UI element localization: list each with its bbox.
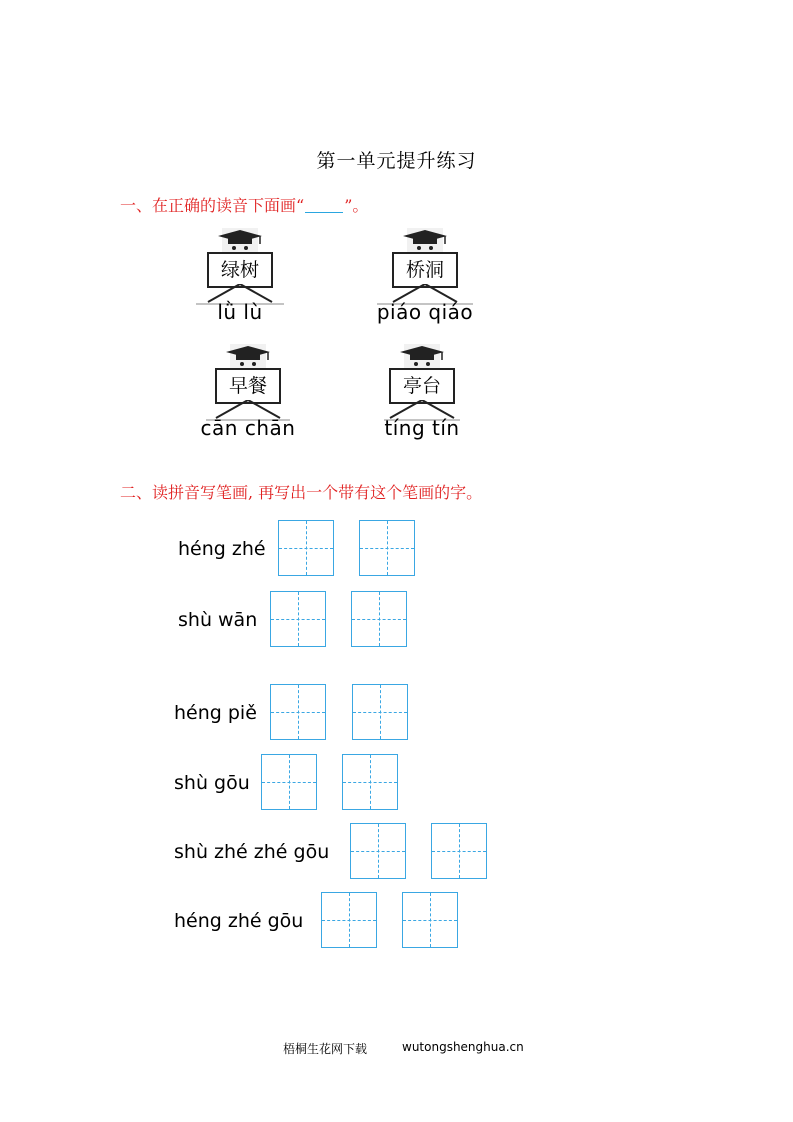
page-title: 第一单元提升练习: [316, 150, 477, 172]
question-1-prompt: [120, 193, 368, 216]
writing-grid-character[interactable]: [352, 684, 408, 740]
stroke-pinyin-label: shù wān: [178, 609, 258, 631]
question-1-prompt-before: 一、在正确的读音下面画“: [120, 196, 305, 215]
word-figure: [180, 228, 300, 328]
writing-grid-character[interactable]: [431, 823, 487, 879]
writing-grid-stroke[interactable]: [270, 591, 326, 647]
word-board: 绿树: [207, 252, 273, 288]
word-board: 早餐: [215, 368, 281, 404]
underline-sample: [305, 212, 343, 213]
word-figure: [188, 344, 308, 444]
stroke-pinyin-label: héng piě: [174, 702, 257, 724]
word-board: 亭台: [389, 368, 455, 404]
writing-grid-character[interactable]: [351, 591, 407, 647]
stroke-pinyin-label: héng zhé: [178, 538, 266, 560]
pinyin-options[interactable]: lǜ lù: [217, 300, 263, 324]
pinyin-options[interactable]: piáo qiáo: [376, 300, 474, 324]
writing-grid-stroke[interactable]: [278, 520, 334, 576]
question-1-prompt-after: ”。: [344, 196, 369, 215]
question-2-prompt: 二、读拼音写笔画, 再写出一个带有这个笔画的字。: [120, 483, 483, 502]
stroke-pinyin-label: shù zhé zhé gōu: [174, 841, 330, 863]
pinyin-options[interactable]: tíng tín: [384, 416, 460, 440]
footer-website[interactable]: wutongshenghua.cn: [402, 1040, 524, 1054]
writing-grid-character[interactable]: [402, 892, 458, 948]
writing-grid-stroke[interactable]: [261, 754, 317, 810]
stroke-pinyin-label: héng zhé gōu: [174, 910, 304, 932]
writing-grid-stroke[interactable]: [350, 823, 406, 879]
writing-grid-character[interactable]: [359, 520, 415, 576]
footer-source: 梧桐生花网下载: [283, 1042, 368, 1056]
word-figure: [362, 344, 482, 444]
writing-grid-character[interactable]: [342, 754, 398, 810]
word-figure: [365, 228, 485, 328]
word-board: 桥洞: [392, 252, 458, 288]
writing-grid-stroke[interactable]: [321, 892, 377, 948]
pinyin-options[interactable]: cān chān: [200, 416, 296, 440]
writing-grid-stroke[interactable]: [270, 684, 326, 740]
stroke-pinyin-label: shù gōu: [174, 772, 250, 794]
